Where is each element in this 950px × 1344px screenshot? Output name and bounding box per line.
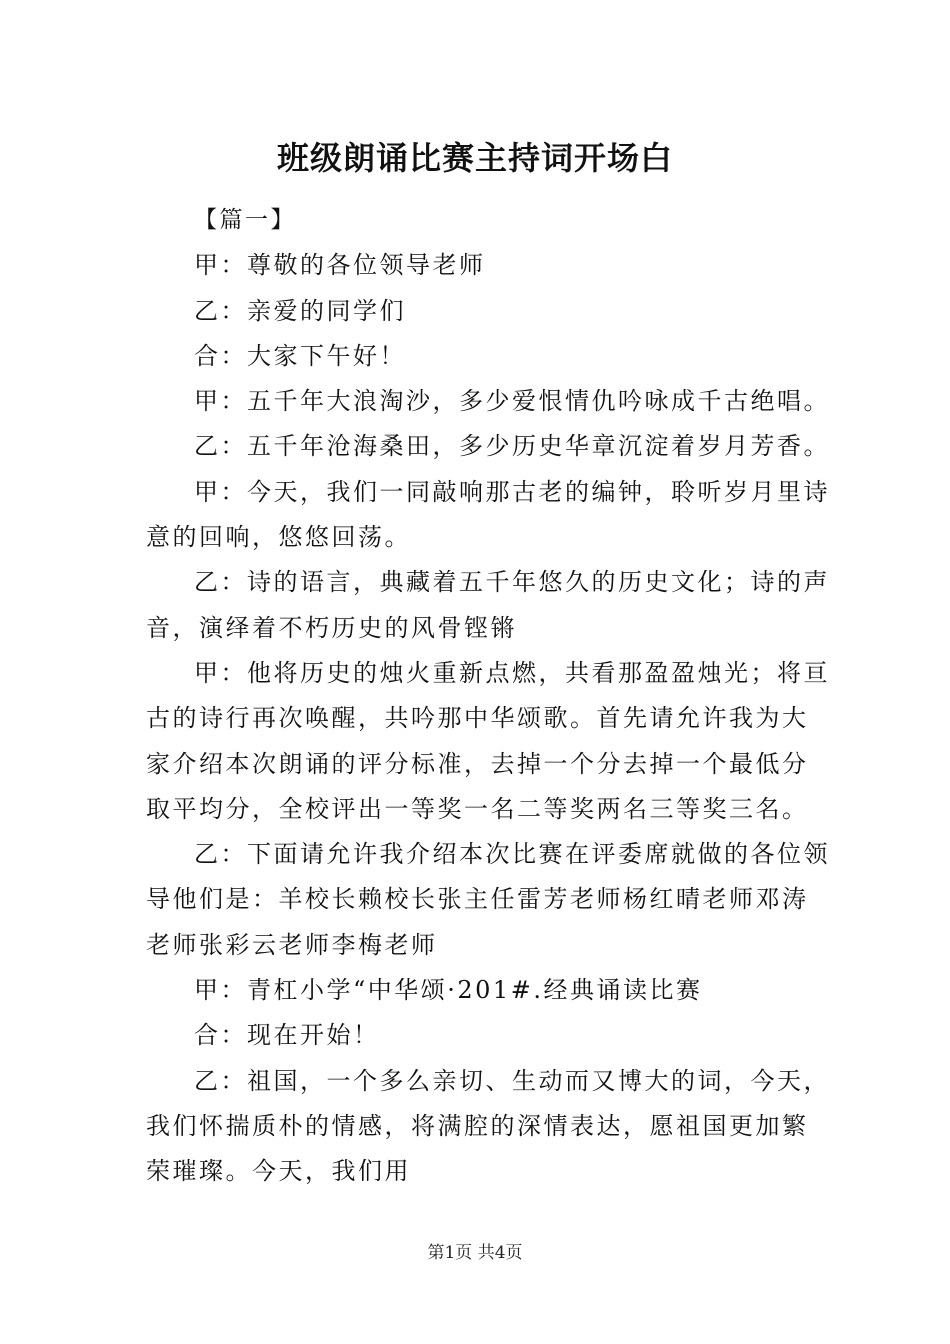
paragraph: 甲：五千年大浪淘沙，多少爱恨情仇吟咏成千古绝唱。: [194, 387, 830, 416]
paragraph: 甲：尊敬的各位领导老师: [194, 251, 486, 280]
paragraph: 甲：青杠小学“中华颂·201#.经典诵读比赛: [194, 976, 703, 1005]
paragraph: 乙：下面请允许我介绍本次比赛在评委席就做的各位领导他们是：羊校长赖校长张主任雷芳老师杨红晴老师邓涛老师张彩云老师李梅老师: [146, 840, 830, 959]
paragraph: 合：大家下午好！: [194, 341, 406, 370]
paragraph: 乙：诗的语言，典藏着五千年悠久的历史文化；诗的声音，演绎着不朽历史的风骨铿锵: [146, 568, 830, 642]
page-number-footer: 第1页 共4页: [427, 1243, 523, 1263]
section-heading: 【篇一】: [194, 207, 296, 233]
paragraph: 合：现在开始！: [194, 1021, 380, 1050]
document-title: 班级朗诵比赛主持词开场白: [276, 139, 673, 177]
paragraph: 甲：今天，我们一同敲响那古老的编钟，聆听岁月里诗意的回响，悠悠回荡。: [146, 477, 830, 552]
paragraph: 乙：祖国，一个多么亲切、生动而又博大的词，今天，我们怀揣质朴的情感，将满腔的深情表达，愿祖国更加繁荣璀璨。今天，我们用: [146, 1066, 830, 1186]
paragraph: 甲：他将历史的烛火重新点燃，共看那盈盈烛光；将亘古的诗行再次唤醒，共吟那中华颂歌。首先请允许我为大家介绍本次朗诵的评分标准，去掉一个分去掉一个最低分取平均分，全校评出一等奖一名二等奖两名三等奖三名。: [146, 658, 830, 823]
document-body: [146, 198, 830, 1195]
paragraph: 乙：五千年沧海桑田，多少历史华章沉淀着岁月芳香。: [194, 432, 830, 461]
paragraph: 乙：亲爱的同学们: [194, 296, 406, 325]
